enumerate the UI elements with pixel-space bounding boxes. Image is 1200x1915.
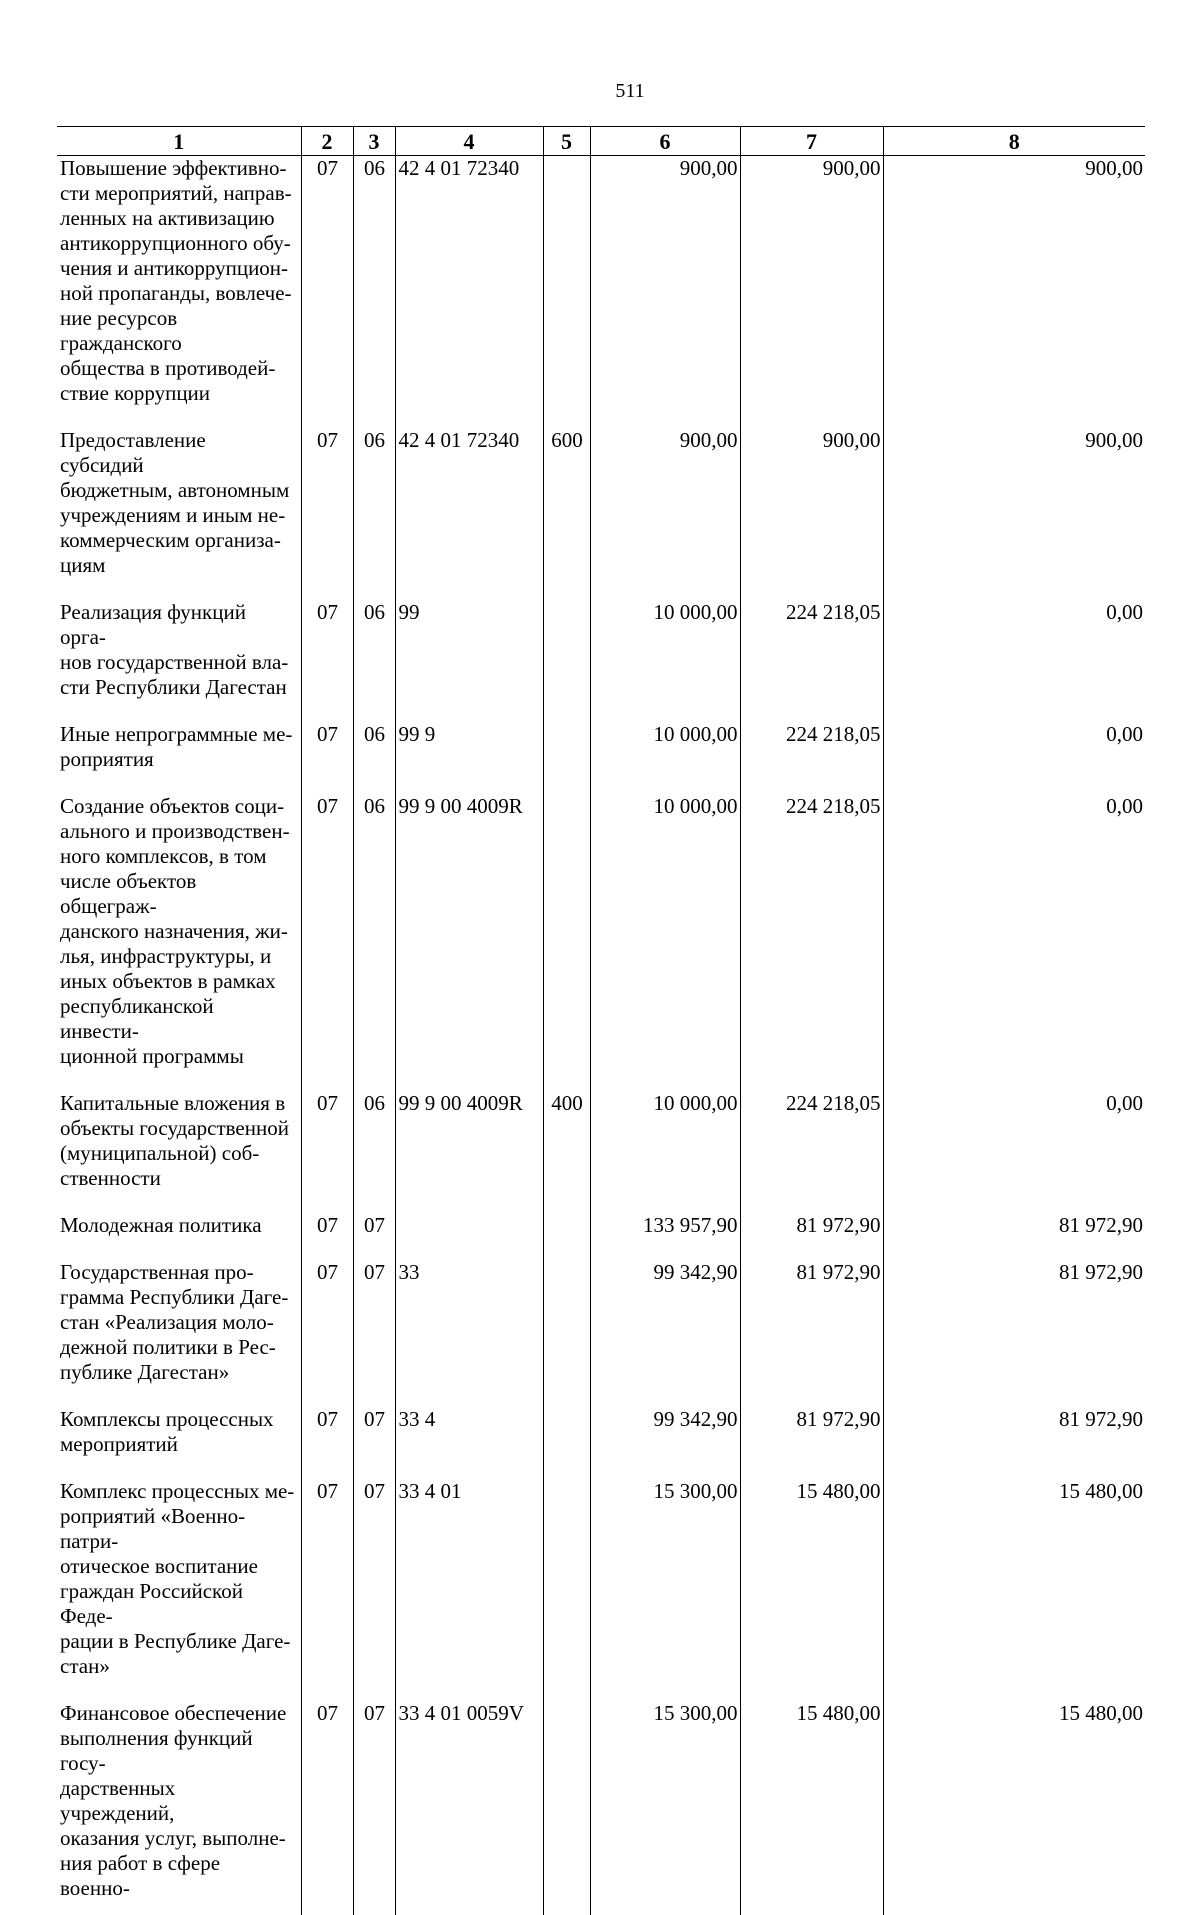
header-col-6: 6 <box>590 127 740 156</box>
row-name: Реализация функций орга- нов государственной вла- сти Республики Дагестан <box>57 600 301 722</box>
header-col-7: 7 <box>740 127 883 156</box>
row-name: Капитальные вложения в объекты государственной (муниципальной) соб- ственности <box>57 1091 301 1213</box>
table-row <box>57 1260 1145 1407</box>
row-target-article: 33 <box>395 1260 543 1407</box>
row-amount-1: 15 300,00 <box>590 1701 740 1915</box>
table-row <box>57 428 1145 600</box>
table-row <box>57 794 1145 1091</box>
row-amount-3: 0,00 <box>883 600 1145 722</box>
row-amount-2: 900,00 <box>740 428 883 600</box>
row-amount-3: 81 972,90 <box>883 1213 1145 1260</box>
table-row <box>57 156 1145 429</box>
row-section: 07 <box>301 600 353 722</box>
header-col-8: 8 <box>883 127 1145 156</box>
row-expense-type <box>543 1260 590 1407</box>
row-section: 07 <box>301 156 353 429</box>
row-name: Иные непрограммные ме- роприятия <box>57 722 301 794</box>
row-amount-1: 133 957,90 <box>590 1213 740 1260</box>
row-amount-2: 15 480,00 <box>740 1479 883 1701</box>
page-number: 511 <box>0 80 1200 103</box>
row-amount-3: 0,00 <box>883 722 1145 794</box>
row-amount-2: 81 972,90 <box>740 1260 883 1407</box>
table-row <box>57 1407 1145 1479</box>
row-subsection: 07 <box>353 1260 395 1407</box>
row-section: 07 <box>301 1479 353 1701</box>
row-amount-3: 0,00 <box>883 794 1145 1091</box>
header-col-1: 1 <box>57 127 301 156</box>
row-name: Государственная про- грамма Республики Даге- стан «Реализация моло- дежной политики в Рес- публике Дагестан» <box>57 1260 301 1407</box>
row-expense-type <box>543 1479 590 1701</box>
row-expense-type <box>543 1701 590 1915</box>
row-expense-type <box>543 156 590 429</box>
row-subsection: 07 <box>353 1701 395 1915</box>
row-expense-type <box>543 1407 590 1479</box>
row-amount-2: 81 972,90 <box>740 1407 883 1479</box>
budget-table <box>57 126 1145 1915</box>
row-expense-type: 400 <box>543 1091 590 1213</box>
row-subsection: 06 <box>353 794 395 1091</box>
header-col-4: 4 <box>395 127 543 156</box>
row-section: 07 <box>301 1213 353 1260</box>
row-target-article: 99 9 00 4009R <box>395 794 543 1091</box>
row-section: 07 <box>301 428 353 600</box>
row-amount-1: 900,00 <box>590 156 740 429</box>
header-row <box>57 127 1145 156</box>
row-amount-3: 81 972,90 <box>883 1260 1145 1407</box>
table-header <box>57 127 1145 156</box>
row-name: Комплекс процессных ме- роприятий «Военно-патри- отическое воспитание граждан Российской Феде- рации в Республике Даге- стан» <box>57 1479 301 1701</box>
table-row <box>57 1091 1145 1213</box>
table-body <box>57 156 1145 1915</box>
row-amount-3: 900,00 <box>883 156 1145 429</box>
row-name: Финансовое обеспечение выполнения функций госу- дарственных учреждений, оказания услуг, выполне- ния работ в сфере военно- <box>57 1701 301 1915</box>
row-name: Создание объектов соци- ального и производствен- ного комплексов, в том числе объектов общеграж- данского назначения, жи- лья, инфраструктуры, и иных объектов в рамках республиканской инвести- ционной программы <box>57 794 301 1091</box>
row-target-article: 33 4 <box>395 1407 543 1479</box>
row-name: Комплексы процессных мероприятий <box>57 1407 301 1479</box>
row-expense-type: 600 <box>543 428 590 600</box>
row-section: 07 <box>301 722 353 794</box>
row-amount-2: 224 218,05 <box>740 600 883 722</box>
row-expense-type <box>543 600 590 722</box>
row-target-article: 33 4 01 <box>395 1479 543 1701</box>
row-subsection: 07 <box>353 1407 395 1479</box>
row-target-article: 99 <box>395 600 543 722</box>
row-name: Предоставление субсидий бюджетным, автономным учреждениям и иным не- коммерческим организа- циям <box>57 428 301 600</box>
row-expense-type <box>543 1213 590 1260</box>
row-expense-type <box>543 794 590 1091</box>
table-row <box>57 600 1145 722</box>
table-row <box>57 1701 1145 1915</box>
row-target-article: 42 4 01 72340 <box>395 156 543 429</box>
table-row <box>57 722 1145 794</box>
header-col-2: 2 <box>301 127 353 156</box>
row-amount-1: 900,00 <box>590 428 740 600</box>
row-target-article <box>395 1213 543 1260</box>
row-amount-3: 0,00 <box>883 1091 1145 1213</box>
table-row <box>57 1479 1145 1701</box>
row-section: 07 <box>301 1701 353 1915</box>
row-amount-1: 99 342,90 <box>590 1260 740 1407</box>
row-section: 07 <box>301 1091 353 1213</box>
row-amount-1: 10 000,00 <box>590 794 740 1091</box>
row-amount-1: 10 000,00 <box>590 1091 740 1213</box>
row-subsection: 07 <box>353 1479 395 1701</box>
row-amount-1: 10 000,00 <box>590 600 740 722</box>
row-amount-1: 15 300,00 <box>590 1479 740 1701</box>
row-amount-2: 15 480,00 <box>740 1701 883 1915</box>
row-subsection: 06 <box>353 600 395 722</box>
header-col-5: 5 <box>543 127 590 156</box>
row-section: 07 <box>301 1407 353 1479</box>
row-section: 07 <box>301 1260 353 1407</box>
row-subsection: 07 <box>353 1213 395 1260</box>
row-amount-3: 900,00 <box>883 428 1145 600</box>
row-subsection: 06 <box>353 156 395 429</box>
table-row <box>57 1213 1145 1260</box>
row-name: Повышение эффективно- сти мероприятий, направ- ленных на активизацию антикоррупционного обу- чения и антикоррупцион- ной пропаганды, вовлече- ние ресурсов гражданского общества в противодей- ствие коррупции <box>57 156 301 429</box>
row-amount-3: 15 480,00 <box>883 1701 1145 1915</box>
row-amount-2: 81 972,90 <box>740 1213 883 1260</box>
row-subsection: 06 <box>353 1091 395 1213</box>
row-amount-1: 10 000,00 <box>590 722 740 794</box>
row-target-article: 99 9 <box>395 722 543 794</box>
row-target-article: 42 4 01 72340 <box>395 428 543 600</box>
row-target-article: 33 4 01 0059V <box>395 1701 543 1915</box>
row-section: 07 <box>301 794 353 1091</box>
row-amount-2: 224 218,05 <box>740 1091 883 1213</box>
row-amount-2: 224 218,05 <box>740 794 883 1091</box>
row-subsection: 06 <box>353 428 395 600</box>
row-expense-type <box>543 722 590 794</box>
row-target-article: 99 9 00 4009R <box>395 1091 543 1213</box>
row-name: Молодежная политика <box>57 1213 301 1260</box>
row-amount-2: 900,00 <box>740 156 883 429</box>
row-subsection: 06 <box>353 722 395 794</box>
header-col-3: 3 <box>353 127 395 156</box>
row-amount-3: 15 480,00 <box>883 1479 1145 1701</box>
row-amount-3: 81 972,90 <box>883 1407 1145 1479</box>
row-amount-2: 224 218,05 <box>740 722 883 794</box>
row-amount-1: 99 342,90 <box>590 1407 740 1479</box>
